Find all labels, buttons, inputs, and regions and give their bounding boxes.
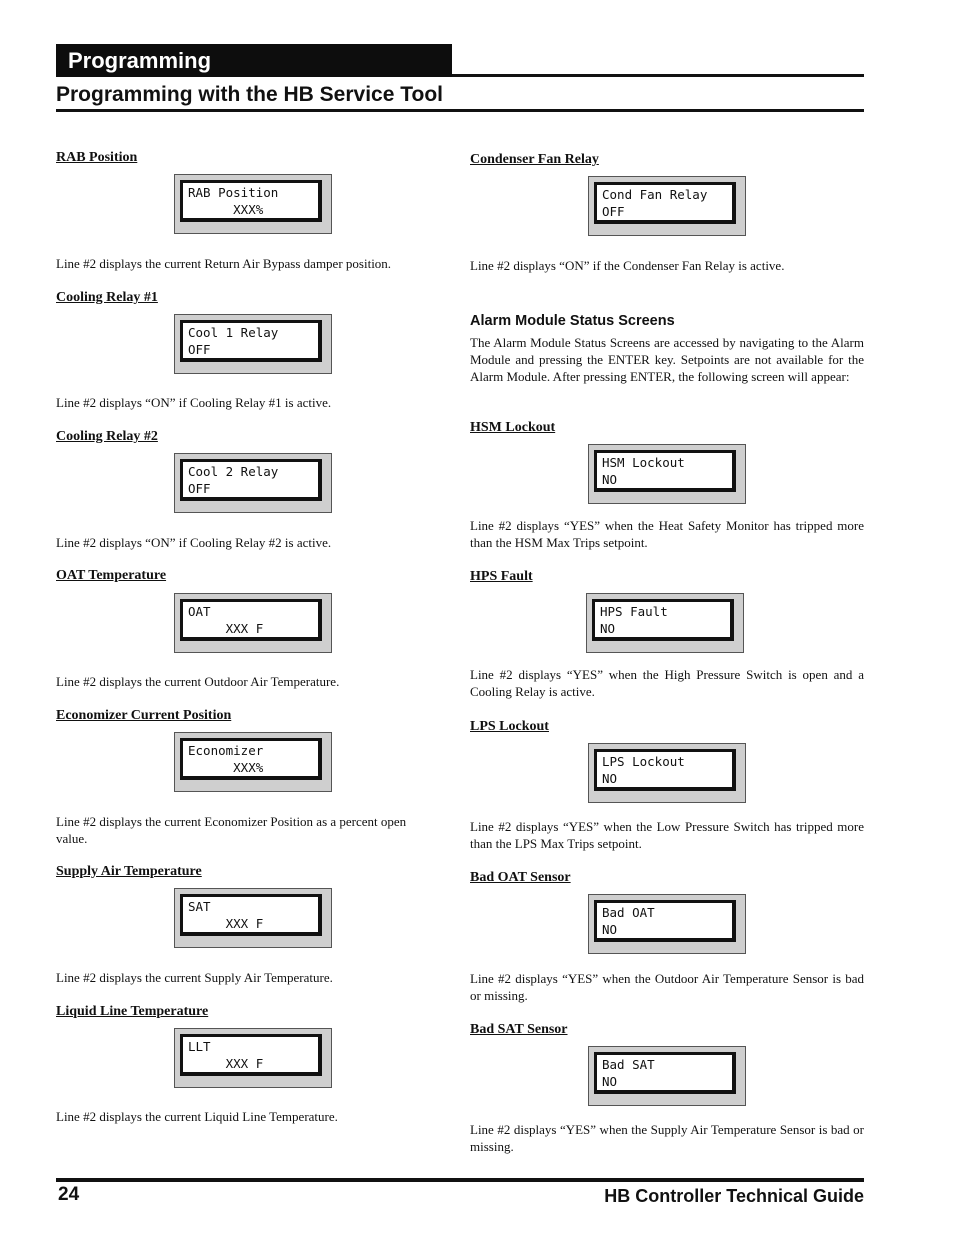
description-bad-sat-sensor: Line #2 displays “YES” when the Supply Air Temperature Sensor is bad or missing.: [470, 1122, 864, 1154]
lcd-screen-bad-sat-sensor: [588, 1046, 746, 1106]
heading-cooling-relay-2: Cooling Relay #2: [56, 429, 158, 444]
description-supply-air-temperature: Line #2 displays the current Supply Air Temperature.: [56, 970, 333, 985]
lcd-line-1: OAT: [188, 604, 211, 619]
heading-oat-temperature: OAT Temperature: [56, 568, 167, 583]
page-number: 24: [58, 1184, 80, 1205]
lcd-line-2: OFF: [602, 204, 625, 219]
description-hsm-lockout: Line #2 displays “YES” when the Heat Safety Monitor has tripped more than the HSM Max Trips setpoint.: [470, 518, 864, 550]
lcd-line-2: NO: [602, 771, 618, 786]
heading-supply-air-temperature: Supply Air Temperature: [56, 864, 202, 879]
lcd-screen-lps-lockout: [588, 743, 746, 803]
footer-divider: [56, 1178, 864, 1182]
lcd-line-2: NO: [600, 621, 616, 636]
lcd-screen-rab-position: [174, 174, 332, 234]
heading-rab-position: RAB Position: [56, 150, 138, 165]
heading-liquid-line-temperature: Liquid Line Temperature: [56, 1004, 209, 1019]
footer-title: HB Controller Technical Guide: [604, 1186, 864, 1206]
page-title: Programming with the HB Service Tool: [56, 83, 444, 106]
lcd-line-1: Cool 1 Relay: [188, 325, 279, 340]
lcd-line-1: LPS Lockout: [602, 754, 685, 769]
lcd-screen-hps-fault: [586, 593, 744, 653]
lcd-line-1: HPS Fault: [600, 604, 668, 619]
heading-cooling-relay-1: Cooling Relay #1: [56, 290, 158, 305]
heading-hsm-lockout: HSM Lockout: [470, 420, 556, 435]
lcd-line-1: Economizer: [188, 743, 264, 758]
lcd-line-2: NO: [602, 922, 618, 937]
heading-condenser-fan-relay: Condenser Fan Relay: [470, 152, 599, 167]
description-liquid-line-temperature: Line #2 displays the current Liquid Line Temperature.: [56, 1109, 338, 1124]
lcd-line-1: Cond Fan Relay: [602, 187, 708, 202]
description-economizer-position: Line #2 displays the current Economizer Position as a percent open value.: [56, 814, 407, 846]
lcd-screen-bad-oat-sensor: [588, 894, 746, 954]
lcd-line-2: XXX%: [188, 760, 264, 775]
lcd-line-2: OFF: [188, 342, 211, 357]
header-rule: [452, 74, 864, 77]
lcd-line-2: XXX F: [188, 916, 264, 931]
lcd-screen-condenser-fan-relay: [588, 176, 746, 236]
description-cooling-relay-1: Line #2 displays “ON” if Cooling Relay #1 is active.: [56, 395, 332, 410]
lcd-line-2: NO: [602, 472, 618, 487]
lcd-screen-cooling-relay-2: [174, 453, 332, 513]
lcd-line-1: HSM Lockout: [602, 455, 685, 470]
lcd-line-2: OFF: [188, 481, 211, 496]
lcd-line-1: Bad SAT: [602, 1057, 655, 1072]
header-divider: [56, 109, 864, 112]
heading-lps-lockout: LPS Lockout: [470, 719, 549, 734]
heading-economizer-position: Economizer Current Position: [56, 708, 232, 723]
lcd-line-1: SAT: [188, 899, 211, 914]
description-rab-position: Line #2 displays the current Return Air Bypass damper position.: [56, 256, 392, 271]
lcd-line-1: LLT: [188, 1039, 211, 1054]
description-condenser-fan-relay: Line #2 displays “ON” if the Condenser Fan Relay is active.: [470, 258, 785, 273]
description-bad-oat-sensor: Line #2 displays “YES” when the Outdoor Air Temperature Sensor is bad or missing.: [470, 971, 864, 1003]
heading-bad-oat-sensor: Bad OAT Sensor: [470, 870, 571, 885]
lcd-line-1: Bad OAT: [602, 905, 655, 920]
lcd-line-2: XXX F: [188, 1056, 264, 1071]
description-oat-temperature: Line #2 displays the current Outdoor Air Temperature.: [56, 674, 340, 689]
lcd-line-2: XXX F: [188, 621, 264, 636]
description-lps-lockout: Line #2 displays “YES” when the Low Pressure Switch has tripped more than the LPS Max Trips setpoint.: [470, 819, 864, 851]
lcd-screen-cooling-relay-1: [174, 314, 332, 374]
lcd-line-2: NO: [602, 1074, 618, 1089]
lcd-screen-oat-temperature: [174, 593, 332, 653]
description-cooling-relay-2: Line #2 displays “ON” if Cooling Relay #2 is active.: [56, 535, 332, 550]
alarm-intro: The Alarm Module Status Screens are accessed by navigating to the Alarm Module and pressing the ENTER key. Setpoints are not available for the Alarm Module. After pressing ENTER, the following screen will appear:: [470, 335, 864, 384]
lcd-line-1: RAB Position: [188, 185, 279, 200]
heading-hps-fault: HPS Fault: [470, 569, 533, 584]
description-hps-fault: Line #2 displays “YES” when the High Pressure Switch is open and a Cooling Relay is active.: [470, 667, 864, 699]
heading-bad-sat-sensor: Bad SAT Sensor: [470, 1022, 568, 1037]
lcd-screen-economizer-position: [174, 732, 332, 792]
lcd-line-2: XXX%: [188, 202, 264, 217]
lcd-screen-hsm-lockout: [588, 444, 746, 504]
lcd-line-1: Cool 2 Relay: [188, 464, 279, 479]
lcd-screen-liquid-line-temperature: [174, 1028, 332, 1088]
alarm-section-title: Alarm Module Status Screens: [470, 313, 675, 329]
lcd-screen-supply-air-temperature: [174, 888, 332, 948]
section-title: Programming: [68, 48, 212, 73]
section-banner: [56, 44, 452, 77]
